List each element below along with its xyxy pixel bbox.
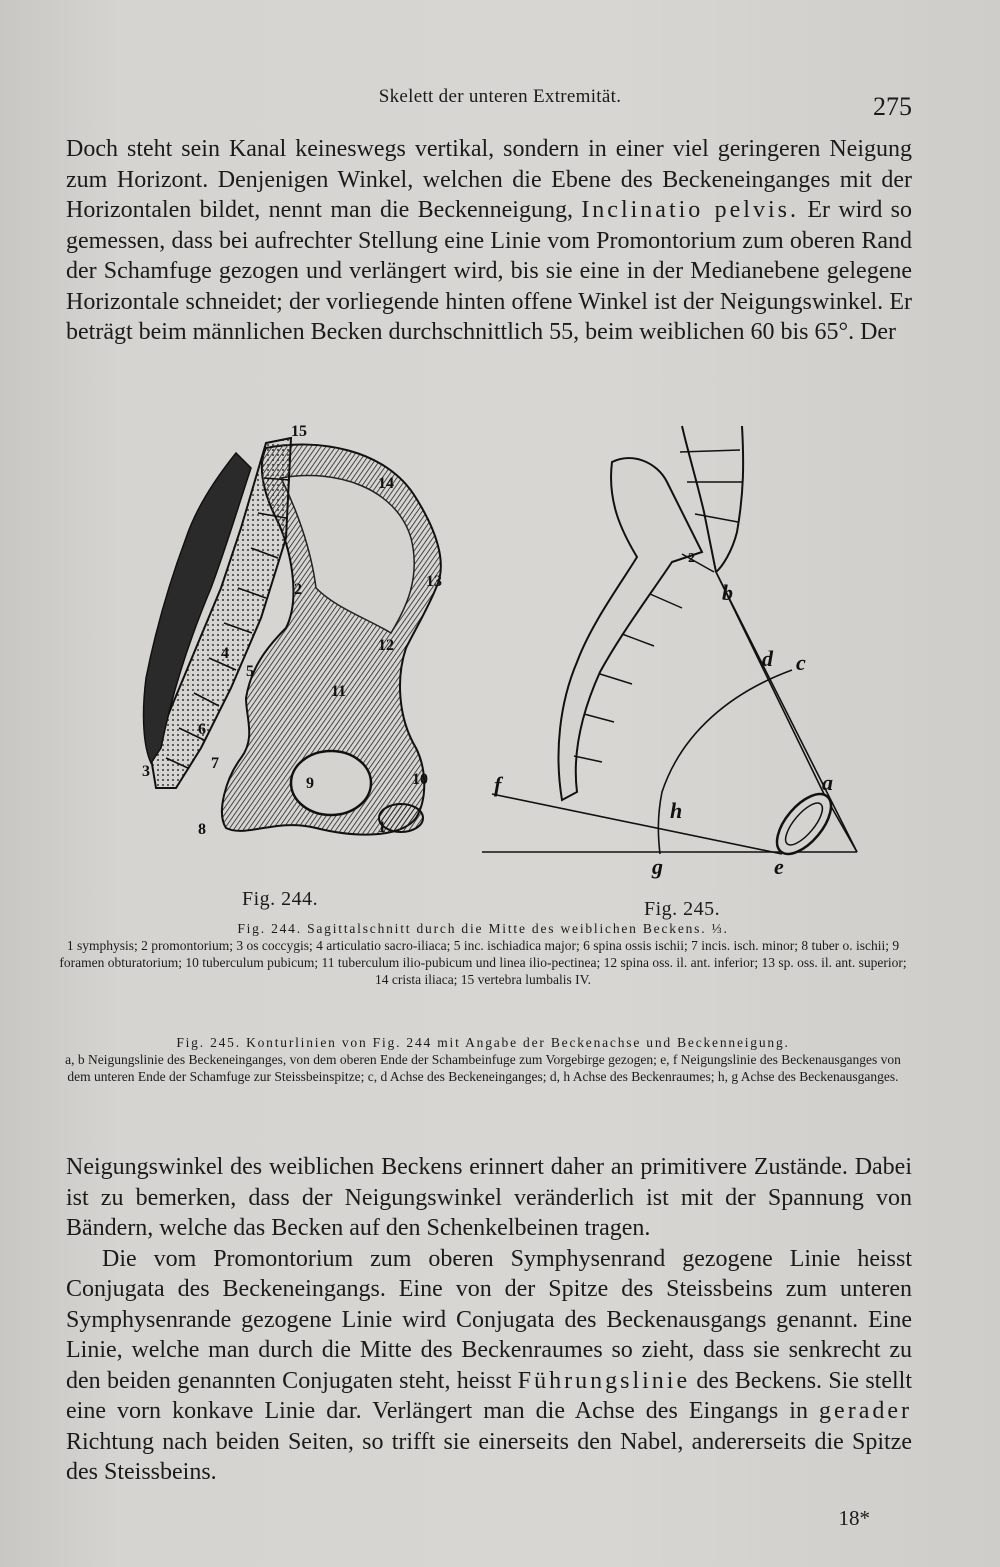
label-2: 2 — [294, 581, 302, 598]
figures-area — [96, 418, 916, 924]
p2-spaced-2: gerader — [819, 1398, 912, 1424]
running-head: Skelett der unteren Extremität. — [378, 86, 622, 107]
label-b: b — [722, 580, 733, 605]
bottom-text — [66, 1152, 912, 1488]
caption-244-title: Fig. 244. Sagittalschnitt durch die Mitte des weiblichen Beckens. ⅓. — [237, 921, 729, 936]
label-5: 5 — [246, 663, 254, 680]
label-a: a — [822, 770, 833, 795]
p2-text-2: des Beckens. Sie stellt eine vorn konkave Linie dar. Verlängert man die Achse des Eingangs in — [66, 1367, 912, 1424]
top-text-2: Er wird so gemessen, dass bei aufrechter Stellung eine Linie vom Promontorium zum oberen Rand der Schamfuge gezogen und verlängert wird, bis sie eine in der Medianebene gelegene Horizontale schneidet; der vorliegende hinten offene Winkel ist der Neigungswinkel. Er beträgt beim männlichen Becken durchschnittlich 55, beim weiblichen 60 bis 65°. Der — [66, 197, 913, 345]
caption-fig-245 — [58, 1034, 908, 1085]
caption-245-title: Fig. 245. Konturlinien von Fig. 244 mit Angabe der Beckenachse und Beckenneigung. — [176, 1035, 790, 1050]
caption-244-text: 1 symphysis; 2 promontorium; 3 os coccygis; 4 articulatio sacro-iliaca; 5 inc. ischiadica major; 6 spina ossis ischii; 7 incis. isch. minor; 8 tuber o. ischii; 9 foramen obturatorium; 10 tuberculum pubicum; 11 tuberculum ilio-pubicum und linea ilio-pectinea; 12 spina oss. il. ant. inferior; 13 sp. oss. il. ant. superior; 14 crista iliaca; 15 vertebra lumbalis IV. — [59, 938, 907, 987]
label-d: d — [762, 646, 773, 671]
label-g: g — [652, 854, 663, 879]
label-12: 12 — [378, 637, 394, 654]
fig-245-illustration — [482, 422, 882, 892]
label-c: c — [796, 650, 806, 675]
pelvic-axis-curve — [658, 670, 792, 854]
label-3: 3 — [142, 763, 150, 780]
label-11: 11 — [331, 683, 347, 700]
fig-244-illustration — [116, 418, 476, 868]
label-8: 8 — [198, 821, 206, 838]
bottom-paragraph-2 — [66, 1244, 912, 1488]
caption-245-text: a, b Neigungslinie des Beckeneinganges, von dem oberen Ende der Schambeinfuge zum Vorgebirge gezogen; e, f Neigungslinie des Beckenausganges von dem unteren Ende der Schamfuge zur Steissbeinspitze; c, d Achse des Beckeneinganges; d, h Achse des Beckenraumes; h, g Achse des Beckenausganges. — [65, 1052, 901, 1084]
signature-mark: 18* — [838, 1506, 870, 1530]
line-e-f — [492, 794, 782, 854]
label-15: 15 — [291, 423, 307, 440]
label-13: 13 — [426, 573, 442, 590]
fig-244-label: Fig. 244. — [242, 888, 319, 910]
label-2: 2 — [688, 551, 695, 566]
label-10: 10 — [412, 771, 428, 788]
label-1: 1 — [378, 819, 386, 836]
obturator-foramen — [291, 751, 371, 815]
label-6: 6 — [198, 721, 206, 738]
p2-text-1: Die vom Promontorium zum oberen Symphysenrand gezogene Linie heisst Conjugata des Beckeneingangs. Eine von der Spitze des Steissbeins zum unteren Symphysenrande gezogene Linie wird Conjugata des Beckenausgangs genannt. Eine Linie, welche man durch die Mitte des Beckenraumes so zieht, dass sie senkrecht zu den beiden genannten Conjugaten steht, heisst — [66, 1245, 912, 1394]
label-7: 7 — [211, 755, 219, 772]
sacrum-contour — [558, 458, 702, 800]
label-e: e — [774, 854, 784, 879]
p2-spaced-1: Führungslinie — [517, 1367, 691, 1394]
caption-fig-244 — [58, 920, 908, 988]
fig-245-label: Fig. 245. — [644, 898, 721, 920]
label-4: 4 — [221, 645, 229, 662]
top-text-spaced: Inclinatio pelvis. — [581, 197, 799, 223]
label-h: h — [670, 798, 683, 823]
page-number: 275 — [873, 92, 912, 121]
label-f: f — [494, 772, 502, 797]
label-14: 14 — [378, 475, 394, 492]
label-9: 9 — [306, 775, 314, 792]
top-text-1: Doch steht sein Kanal keineswegs vertikal, sondern in einer viel geringeren Neigung zum Horizont. Denjenigen Winkel, welchen die Ebene des Beckeneinganges mit der Horizontalen bildet, nennt man die Beckenneigung, — [66, 136, 912, 223]
bottom-paragraph-1: Neigungswinkel des weiblichen Beckens erinnert daher an primitivere Zustände. Dabei ist zu bemerken, dass der Neigungswinkel veränderlich ist mit der Spannung von Bändern, welche das Becken auf den Schenkelbeinen tragen. — [66, 1154, 912, 1241]
p2-text-3: Richtung nach beiden Seiten, so trifft sie einerseits den Nabel, andererseits die Spitze des Steissbeins. — [66, 1428, 912, 1485]
top-paragraph — [66, 134, 912, 348]
